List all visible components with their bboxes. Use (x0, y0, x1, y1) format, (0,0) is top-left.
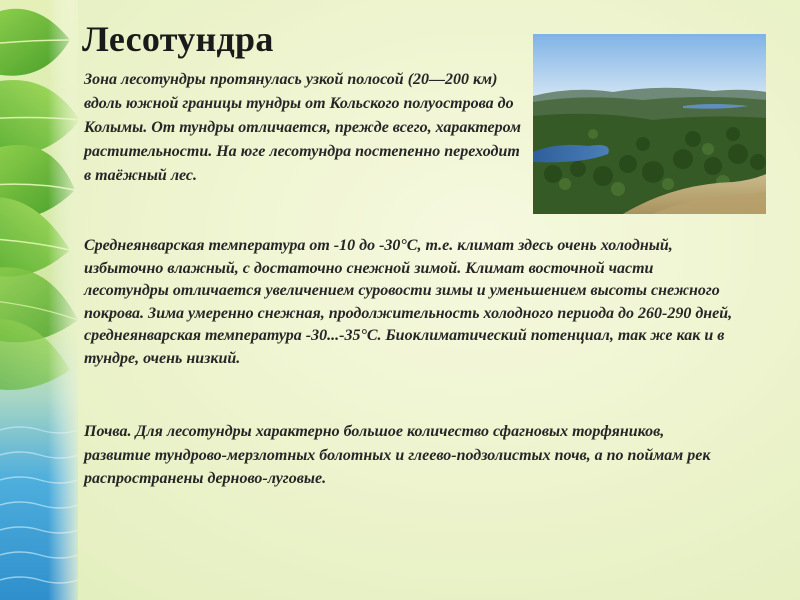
decorative-leaves-water-strip (0, 0, 78, 600)
forest-tundra-landscape-photo (533, 34, 766, 214)
climate-paragraph: Среднеянварская температура от -10 до -30°С, т.е. климат здесь очень холодный, избыточно влажный, с достаточно снежной зимой. Климат восточной части лесотундры отличается увеличением суровости зимы и уменьшением высоты снежного покрова. Зима умеренно снежная, продолжительность холодного периода до 260-290 дней, среднеянварская температура -30...-35°С. Биоклиматический потенциал, так же как и в тундре, очень низкий. (84, 237, 733, 367)
soil-paragraph: Почва. Для лесотундры характерно большое количество сфагновых торфяников, развитие тундрово-мерзлотных болотных и глеево-подзолистых почв, а по поймам рек распространены дерново-луговые. (84, 423, 711, 487)
intro-paragraph: Зона лесотундры протянулась узкой полосой (20—200 км) вдоль южной границы тундры от Кольского полуострова до Колымы. От тундры отличается, прежде всего, характером растительности. На юге лесотундра постепенно переходит в таёжный лес. (84, 71, 522, 184)
slide-title: Лесотундра (82, 19, 274, 59)
